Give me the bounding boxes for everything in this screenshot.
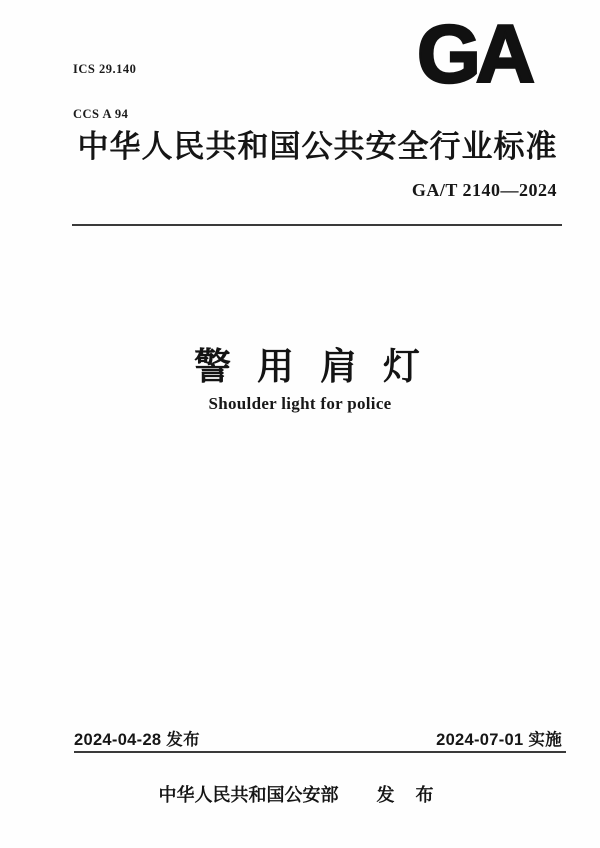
header-divider-rule (72, 224, 562, 226)
footer-divider-rule (74, 751, 566, 753)
ccs-code: CCS A 94 (73, 107, 129, 121)
issue-date: 2024-04-28 发布 (74, 731, 200, 749)
publisher-line (0, 781, 600, 807)
publish-label: 发 布 (376, 785, 442, 805)
document-title-zh: 警用肩灯 (194, 346, 446, 387)
standard-type-heading: 中华人民共和国公共安全行业标准 (77, 129, 558, 164)
document-title-en: Shoulder light for police (208, 394, 392, 413)
standard-number: GA/T 2140—2024 (411, 180, 557, 200)
publisher: 中华人民共和国公安部 (158, 785, 339, 805)
footer-dates (74, 726, 562, 750)
implementation-date: 2024-07-01 实施 (436, 731, 562, 749)
ics-code: ICS 29.140 (73, 62, 137, 76)
ga-logo: GA (417, 9, 530, 100)
